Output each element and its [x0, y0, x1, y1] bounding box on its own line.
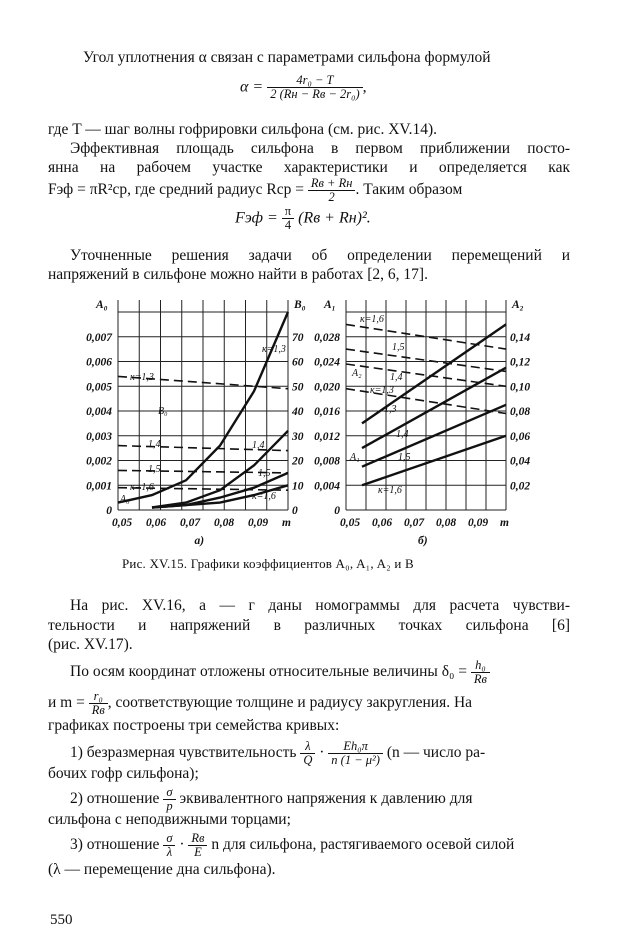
- text-line-9: тельности и напряжений в различных точках сильфона [6]: [48, 617, 570, 634]
- curve-label: к=1,3: [262, 344, 286, 355]
- text-line-13: графиках построены три семейства кривых:: [48, 717, 340, 734]
- text-line-6: Уточненные решения задачи об определении перемещений и: [70, 247, 570, 264]
- left-tick-label: 0,020: [314, 381, 340, 394]
- panel-label: а): [194, 535, 205, 547]
- panel-label: б): [418, 535, 428, 547]
- right-tick-label: 0,08: [510, 406, 531, 418]
- text-line-3: Эффективная площадь сильфона в первом приближении посто-: [70, 140, 570, 157]
- right-tick-label: 0,06: [510, 430, 531, 443]
- curve-label: 1,4: [390, 372, 403, 383]
- left-tick-label: 0,002: [86, 455, 112, 468]
- text-line-8: На рис. XV.16, а — г даны номограммы для расчета чувстви-: [70, 597, 570, 614]
- left-tick-label: 0,005: [86, 381, 112, 394]
- right-tick-label: 0,12: [510, 356, 531, 369]
- text-line-15: бочих гофр сильфона);: [48, 765, 199, 782]
- x-tick-label: 0,07: [180, 517, 201, 529]
- text-line-19: (λ — перемещение дна сильфона).: [48, 861, 276, 878]
- curve-label: 1,5: [398, 452, 411, 463]
- left-tick-label: 0,003: [86, 430, 112, 443]
- curve-label: A₂: [352, 368, 362, 379]
- right-tick-label: 0,04: [510, 455, 531, 468]
- right-axis-label: A₂: [512, 299, 524, 311]
- text-line-7: напряжений в сильфоне можно найти в работах [2, 6, 17].: [48, 266, 428, 283]
- left-axis-label: A₁: [324, 299, 336, 311]
- left-tick-label: 0,016: [314, 406, 340, 418]
- text-line-2: где T — шаг волны гофрировки сильфона (см. рис. XV.14).: [48, 121, 438, 138]
- text-line-4: янна на рабочем участке характеристики и определяется как: [48, 159, 570, 176]
- left-tick-label: 0,006: [86, 356, 112, 369]
- text-line-18: 3) отношение $\frac{\sigma}{\lambda}$ · $\frac{Rв}{E}$ n для сильфона, растягиваемого осевой силой: [70, 831, 515, 860]
- curve-label: A₀: [120, 494, 130, 505]
- left-tick-label: 0,004: [86, 406, 112, 418]
- x-axis-label: m: [500, 517, 509, 529]
- text-line-14: 1) безразмерная чувствительность $\frac{\lambda}{Q}$ · $\frac{\text{Eh₀π}}{\text{n (1 − μ²)}}$ (n — число ра-: [70, 739, 486, 768]
- formula-effective-area: Fэф = $\frac{\pi}{4}$ (Rв + Rн)².: [235, 204, 371, 233]
- left-tick-label: 0,004: [314, 480, 340, 493]
- formula-alpha: α = $\frac{\text{4r₀ − T}}{\text{2 (Rн − Rв − 2r₀)}}$ ,: [240, 73, 367, 102]
- curve-label: к=1,6: [130, 482, 154, 493]
- curve-label: к=1,6: [252, 491, 276, 502]
- curve-label: к=1,3: [130, 372, 154, 383]
- text-line-11: По осям координат отложены относительные величины δ₀ = $\frac{\text{h₀}}{Rв}$: [70, 659, 490, 686]
- curve-label: 1,4: [148, 439, 161, 450]
- right-tick-label: 0,10: [510, 381, 531, 394]
- figure-caption: Рис. XV.15. Графики коэффициентов A₀, A₁, A₂ и B: [122, 556, 414, 571]
- right-tick-label: 30: [292, 430, 304, 443]
- x-tick-label: 0,06: [372, 517, 393, 529]
- left-tick-label: 0,008: [314, 455, 340, 468]
- left-tick-label: 0,001: [86, 480, 112, 493]
- x-tick-label: 0,07: [404, 517, 425, 529]
- x-tick-label: 0,06: [146, 517, 167, 529]
- text-line-5: Fэф = πR²ср, где средний радиус Rср = $\frac{Rв + Rн}{2}$ . Таким образом: [48, 176, 463, 205]
- left-tick-label: 0,024: [314, 356, 340, 369]
- curve-label: 1,5: [258, 468, 271, 479]
- right-tick-label: 40: [292, 406, 304, 418]
- curve-label: к=1,6: [360, 314, 384, 325]
- right-tick-label: 60: [292, 356, 304, 369]
- left-tick-label: 0,007: [86, 331, 112, 344]
- left-tick-label: 0,012: [314, 430, 340, 443]
- right-tick-label: 20: [292, 455, 304, 468]
- curve-label: 1,5: [392, 342, 405, 353]
- x-tick-label: 0,09: [468, 517, 489, 529]
- curve-label: B₀: [158, 406, 168, 417]
- right-tick-label: 0: [292, 505, 298, 517]
- x-tick-label: 0,08: [436, 517, 457, 529]
- curve-label: 1,4: [396, 429, 409, 440]
- left-tick-label: 0: [106, 505, 112, 517]
- right-axis-label: B₀: [294, 299, 306, 311]
- text-line-16: 2) отношение $\frac{\sigma}{p}$ эквивалентного напряжения к давлению для: [70, 785, 473, 814]
- right-tick-label: 0,14: [510, 331, 531, 344]
- curve-label: A₁: [350, 452, 360, 463]
- text-line-17: сильфона с неподвижными торцами;: [48, 811, 291, 828]
- right-tick-label: 50: [292, 381, 304, 394]
- curve-label: к=1,3: [370, 385, 394, 396]
- x-tick-label: 0,08: [214, 517, 235, 529]
- curve-label: 1,4: [252, 440, 265, 451]
- x-axis-label: m: [282, 517, 291, 529]
- x-tick-label: 0,05: [340, 517, 361, 529]
- left-axis-label: A₀: [96, 299, 108, 311]
- text-line-10: (рис. XV.17).: [48, 636, 133, 653]
- curve-label: 1,5: [148, 464, 161, 475]
- page-number: 550: [50, 912, 73, 928]
- x-tick-label: 0,05: [112, 517, 133, 529]
- curve-label: к=1,6: [378, 485, 402, 496]
- right-tick-label: 0,02: [510, 480, 531, 493]
- text-line-12: и m = $\frac{\text{r₀}}{Rв}$ , соответствующие толщине и радиусу закругления. На: [48, 689, 473, 718]
- right-tick-label: 10: [292, 480, 304, 493]
- x-tick-label: 0,09: [248, 517, 269, 529]
- text-line-1: Угол уплотнения α связан с параметрами сильфона формулой: [83, 49, 491, 66]
- curve-label: 1,3: [384, 404, 397, 415]
- left-tick-label: 0: [334, 505, 340, 517]
- right-tick-label: 70: [292, 331, 304, 344]
- left-tick-label: 0,028: [314, 331, 340, 344]
